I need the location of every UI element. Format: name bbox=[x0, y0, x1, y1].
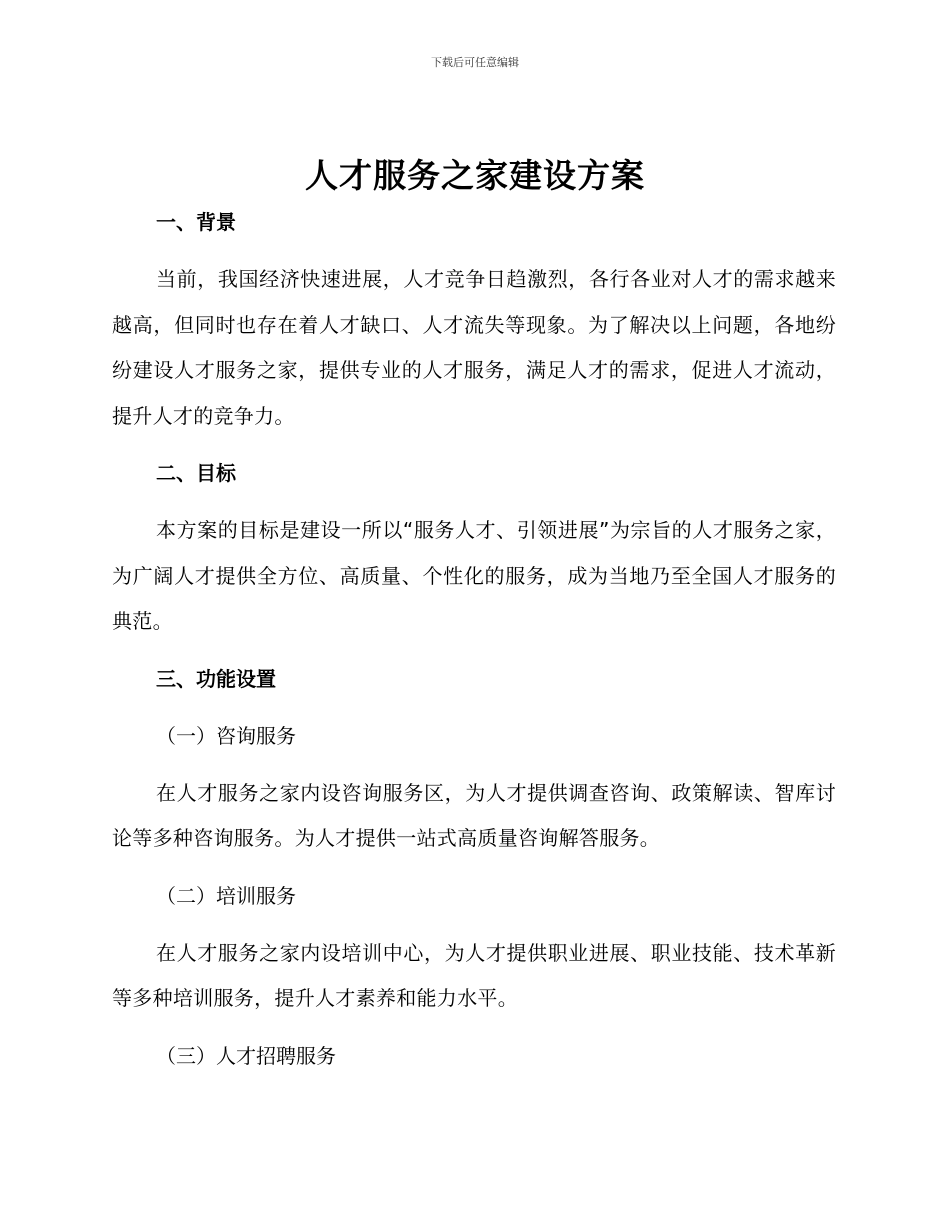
document-title: 人才服务之家建设方案 bbox=[305, 156, 645, 195]
section-heading-functions: 三、功能设置 bbox=[156, 666, 276, 691]
paragraph-consulting: 在人才服务之家内设咨询服务区，为人才提供调查咨询、政策解读、智库讨论等多种咨询服务。为人才提供一站式高质量咨询解答服务。 bbox=[112, 780, 836, 850]
paragraph-goal: 本方案的目标是建设一所以“服务人才、引领进展”为宗旨的人才服务之家，为广阔人才提供全方位、高质量、个性化的服务，成为当地乃至全国人才服务的典范。 bbox=[112, 518, 836, 633]
section-heading-goal: 二、目标 bbox=[156, 461, 236, 485]
section-heading-background: 一、背景 bbox=[156, 210, 236, 234]
page-header-note: 下载后可任意编辑 bbox=[431, 56, 519, 69]
paragraph-background: 当前，我国经济快速进展，人才竞争日趋激烈，各行各业对人才的需求越来越高，但同时也存在着人才缺口、人才流失等现象。为了解决以上问题，各地纷纷建设人才服务之家，提供专业的人才服务，满足人才的需求，促进人才流动，提升人才的竞争力。 bbox=[112, 267, 836, 428]
paragraph-training: 在人才服务之家内设培训中心，为人才提供职业进展、职业技能、技术革新等多种培训服务，提升人才素养和能力水平。 bbox=[112, 940, 836, 1010]
subsection-heading-training: （二）培训服务 bbox=[156, 883, 296, 908]
subsection-heading-consulting: （一）咨询服务 bbox=[156, 723, 296, 748]
subsection-heading-recruitment: （三）人才招聘服务 bbox=[156, 1043, 336, 1068]
document-body bbox=[112, 200, 836, 1079]
